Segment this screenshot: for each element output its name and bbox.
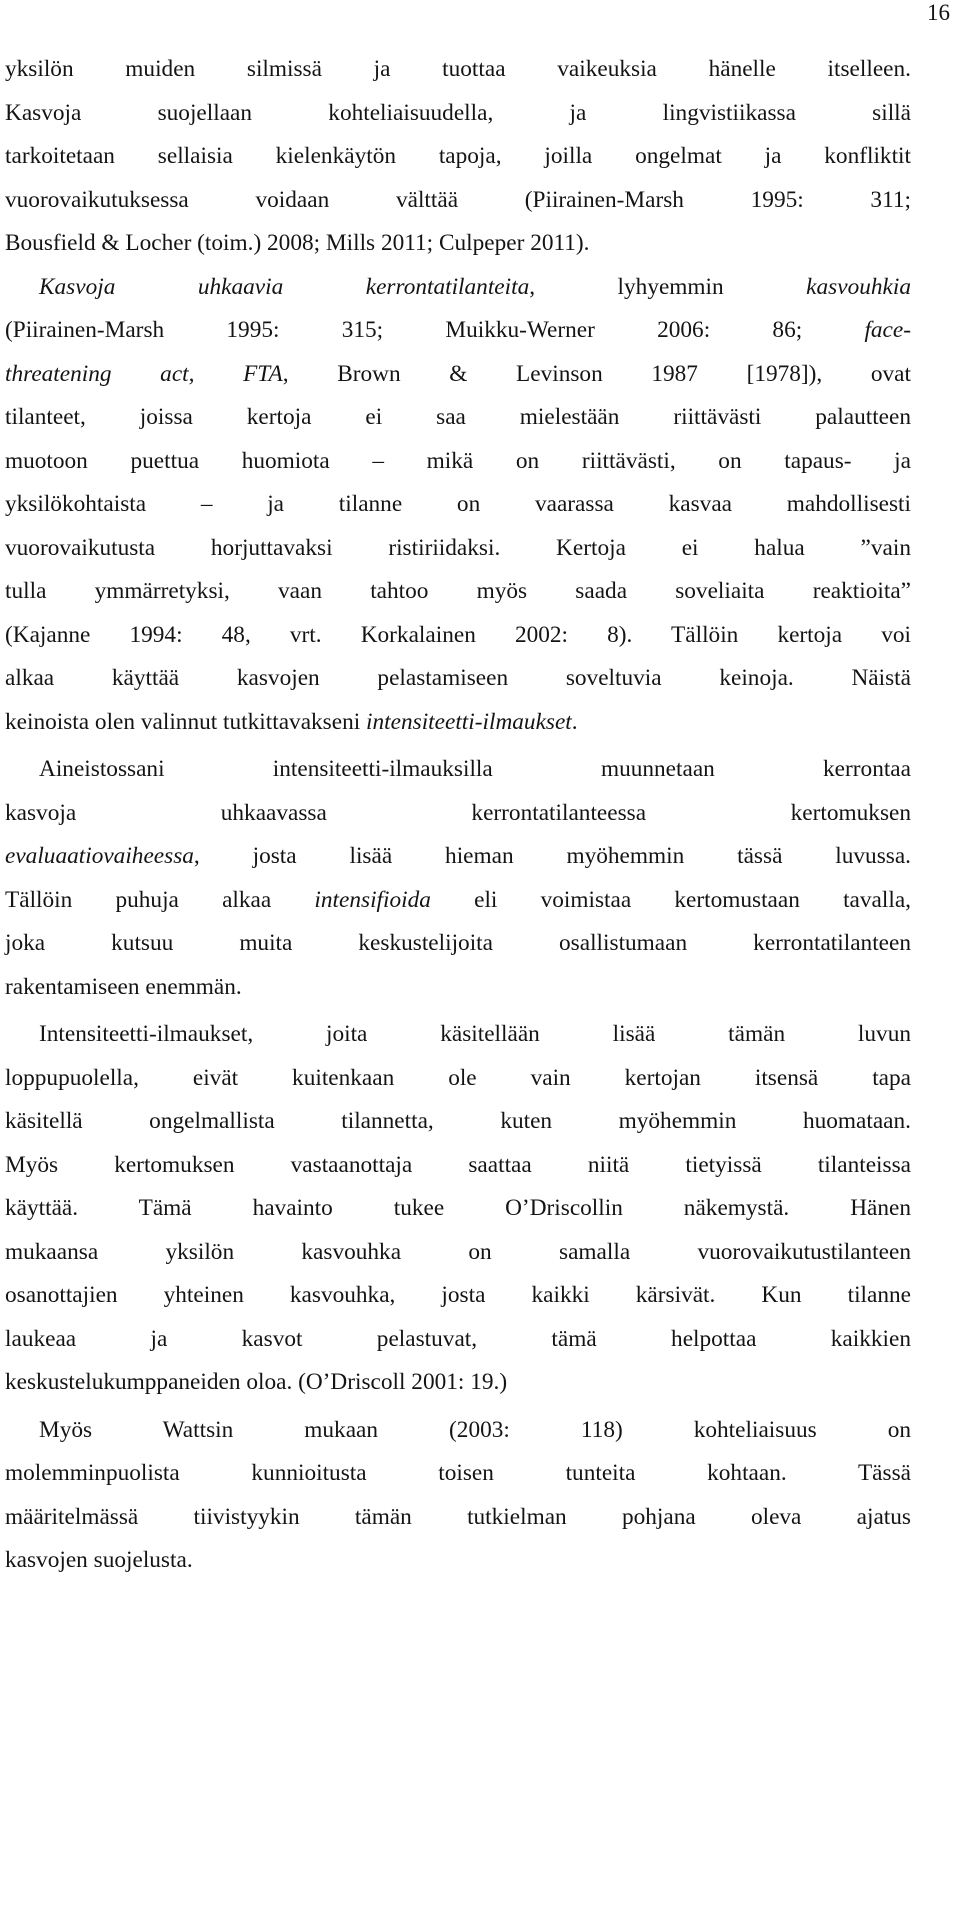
text-line xyxy=(5,1013,911,1057)
italic-term: kasvouhkia xyxy=(806,273,911,300)
text-line xyxy=(5,879,911,923)
text-segment: loppupuolella, eivät kuitenkaan ole vain kertojan itsensä tapa xyxy=(5,1064,911,1091)
text-line xyxy=(5,1496,911,1540)
text-segment: Myös Wattsin mukaan (2003: 118) kohteliaisuus on xyxy=(39,1416,911,1443)
text-line xyxy=(5,135,911,179)
text-line xyxy=(5,701,911,745)
text-segment: vuorovaikutuksessa voidaan välttää (Piirainen-Marsh 1995: 311; xyxy=(5,186,911,213)
text-line xyxy=(5,222,911,266)
page-number: 16 xyxy=(927,0,950,25)
text-line xyxy=(5,179,911,223)
text-segment: joka kutsuu muita keskustelijoita osallistumaan kerrontatilanteen xyxy=(5,930,911,956)
text-line xyxy=(5,440,911,484)
text-line xyxy=(5,353,911,397)
text-segment: keskustelukumppaneiden oloa. (O’Driscoll 2001: 19.) xyxy=(5,1369,508,1395)
text-segment: (Piirainen-Marsh 1995: 315; Muikku-Werner 2006: 86; xyxy=(5,317,865,343)
text-line xyxy=(5,1274,911,1318)
text-line xyxy=(5,657,911,701)
text-line xyxy=(5,1361,911,1405)
text-segment: Kasvoja suojellaan kohteliaisuudella, ja lingvistiikassa sillä xyxy=(5,99,911,126)
text-segment: muotoon puettua huomiota – mikä on riittävästi, on tapaus- ja xyxy=(5,447,911,474)
italic-term: face- xyxy=(864,317,911,343)
text-line xyxy=(5,309,911,353)
text-line xyxy=(5,527,911,571)
italic-term: intensiteetti-ilmaukset xyxy=(366,708,572,735)
text-segment: kasvoja uhkaavassa kerrontatilanteessa kertomuksen xyxy=(5,799,911,826)
text-line xyxy=(5,1539,911,1583)
text-line xyxy=(5,1100,911,1144)
text-segment: tarkoitetaan sellaisia kielenkäytön tapoja, joilla ongelmat ja konfliktit xyxy=(5,143,911,169)
text-segment: , lyhyemmin xyxy=(529,273,807,300)
text-line xyxy=(5,1409,911,1453)
text-line xyxy=(5,1231,911,1275)
text-line xyxy=(5,1144,911,1188)
text-segment: Myös kertomuksen vastaanottaja saattaa niitä tietyissä tilanteissa xyxy=(5,1151,911,1178)
text-segment: käsitellä ongelmallista tilannetta, kuten myöhemmin huomataan. xyxy=(5,1108,911,1134)
text-line xyxy=(5,1187,911,1231)
text-segment: rakentamiseen enemmän. xyxy=(5,973,242,1000)
text-line xyxy=(5,92,911,136)
text-line xyxy=(5,48,911,92)
italic-term: threatening act, FTA xyxy=(5,360,283,387)
text-line xyxy=(5,792,911,836)
text-segment: laukeaa ja kasvot pelastuvat, tämä helpottaa kaikkien xyxy=(5,1325,911,1352)
body-text xyxy=(5,48,911,1583)
text-segment: alkaa käyttää kasvojen pelastamiseen soveltuvia keinoja. Näistä xyxy=(5,665,911,691)
text-segment: käyttää. Tämä havainto tukee O’Driscollin näkemystä. Hänen xyxy=(5,1195,911,1221)
text-segment: , Brown & Levinson 1987 [1978]), ovat xyxy=(282,360,911,387)
text-segment: mukaansa yksilön kasvouhka on samalla vuorovaikutustilanteen xyxy=(5,1238,911,1265)
text-segment: tilanteet, joissa kertoja ei saa mielestään riittävästi palautteen xyxy=(5,404,911,430)
text-segment: (Kajanne 1994: 48, vrt. Korkalainen 2002: 8). Tällöin kertoja voi xyxy=(5,621,911,648)
text-line xyxy=(5,748,911,792)
text-segment: Tällöin puhuja alkaa xyxy=(5,886,315,913)
text-segment: tulla ymmärretyksi, vaan tahtoo myös saada soveliaita reaktioita” xyxy=(5,578,911,604)
text-segment: yksilökohtaista – ja tilanne on vaarassa kasvaa mahdollisesti xyxy=(5,491,911,517)
text-segment: kasvojen suojelusta. xyxy=(5,1547,193,1573)
text-line xyxy=(5,396,911,440)
text-line xyxy=(5,570,911,614)
text-segment: molemminpuolista kunnioitusta toisen tunteita kohtaan. Tässä xyxy=(5,1460,911,1486)
text-segment: vuorovaikutusta horjuttavaksi ristiriidaksi. Kertoja ei halua ”vain xyxy=(5,534,911,561)
text-segment: Intensiteetti-ilmaukset, joita käsitellään lisää tämän luvun xyxy=(39,1021,911,1047)
text-line xyxy=(5,966,911,1010)
text-line xyxy=(5,483,911,527)
italic-term: intensifioida xyxy=(314,886,431,913)
text-line xyxy=(5,835,911,879)
text-segment: määritelmässä tiivistyykin tämän tutkielman pohjana oleva ajatus xyxy=(5,1503,911,1530)
text-line xyxy=(5,1057,911,1101)
text-segment: Bousfield & Locher (toim.) 2008; Mills 2011; Culpeper 2011). xyxy=(5,230,590,256)
text-segment: yksilön muiden silmissä ja tuottaa vaikeuksia hänelle itselleen. xyxy=(5,56,911,82)
text-segment: , josta lisää hieman myöhemmin tässä luvussa. xyxy=(193,843,911,869)
text-line xyxy=(5,1452,911,1496)
text-segment: . xyxy=(571,708,578,735)
italic-term: Kasvoja uhkaavia kerrontatilanteita xyxy=(39,273,530,300)
text-segment: keinoista olen valinnut tutkittavakseni xyxy=(5,708,367,735)
text-line xyxy=(5,614,911,658)
text-segment: Aineistossani intensiteetti-ilmauksilla muunnetaan kerrontaa xyxy=(39,756,911,782)
text-segment: eli voimistaa kertomustaan tavalla, xyxy=(430,886,911,913)
text-line xyxy=(5,266,911,310)
italic-term: evaluaatiovaiheessa xyxy=(5,843,194,869)
text-line xyxy=(5,922,911,966)
text-segment: osanottajien yhteinen kasvouhka, josta kaikki kärsivät. Kun tilanne xyxy=(5,1282,911,1308)
text-line xyxy=(5,1318,911,1362)
